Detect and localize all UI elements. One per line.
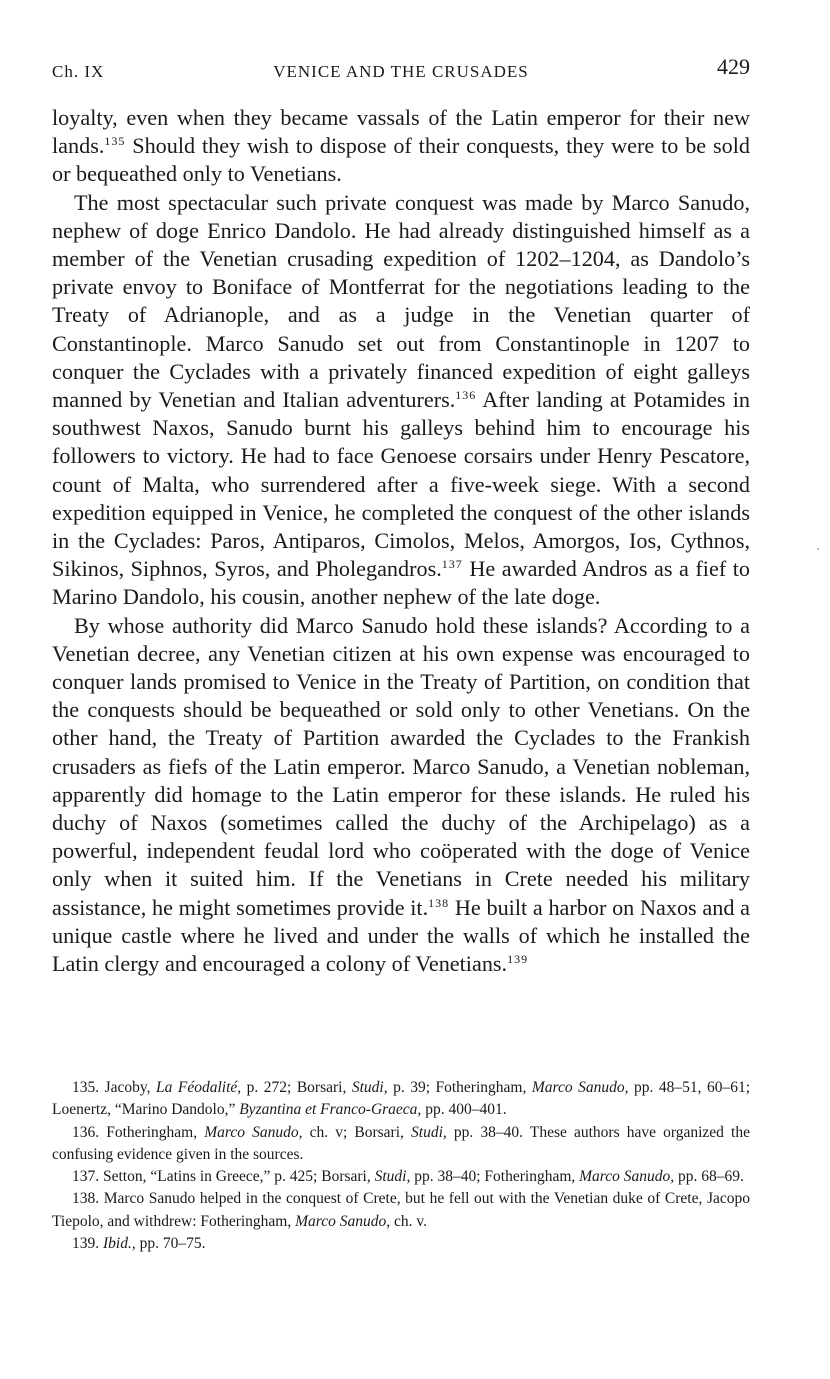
footnote-ref: 136	[455, 388, 477, 403]
footnote: 137. Setton, “Latins in Greece,” p. 425; Borsari, Studi, pp. 38–40; Fotheringham, Marco Sanudo, pp. 68–69.	[72, 1168, 744, 1186]
chapter-label: Ch. IX	[52, 62, 105, 81]
main-text	[52, 104, 750, 978]
paragraph: By whose authority did Marco Sanudo hold these islands? According to a Venetian decree, any Venetian citizen at his own expense was encouraged to conquer lands promised to Venice in the Treaty of Partition, on condition that the conquests should be bequeathed or sold only to other Venetians. On the other hand, the Treaty of Partition awarded the Cyclades to the Frankish crusaders as fiefs of the Latin emperor. Marco Sanudo, a Venetian nobleman, apparently did homage to the Latin emperor for these islands. He ruled his duchy of Naxos (sometimes called the duchy of the Archipelago) as a powerful, independent feudal lord who coöperated with the doge of Venice only when it suited him. If the Venetians in Crete needed his military assistance, he might sometimes provide it.$^{138}$ He built a harbor on Naxos and a unique castle where he lived and under the walls of which he installed the Latin clergy and encouraged a colony of Venetians.$^{139}$	[52, 612, 750, 977]
running-header	[52, 54, 750, 88]
footnote: 136. Fotheringham, Marco Sanudo, ch. v; Borsari, Studi, pp. 38–40. These authors have organized the confusing evidence given in the sources.	[52, 1123, 750, 1163]
footnote-ref: 135	[104, 134, 126, 149]
paragraph: The most spectacular such private conquest was made by Marco Sanudo, nephew of doge Enrico Dandolo. He had already distinguished himself as a member of the Venetian crusading expedition of 1202–1204, as Dandolo’s private envoy to Boniface of Montferrat for the negotiations leading to the Treaty of Adrianople, and as a judge in the Venetian quarter of Constantinople. Marco Sanudo set out from Constantinople in 1207 to conquer the Cyclades with a privately financed expedition of eight galleys manned by Venetian and Italian adventurers.$^{136}$ After landing at Potamides in southwest Naxos, Sanudo burnt his galleys behind him to encourage his followers to victory. He had to face Genoese corsairs under Henry Pescatore, count of Malta, who surrendered after a five-week siege. With a second expedition equipped in Venice, he completed the conquest of the other islands in the Cyclades: Paros, Antiparos, Cimolos, Melos, Amorgos, Ios, Cythnos, Sikinos, Siphnos, Syros, and Pholegandros.$^{137}$ He awarded Andros as a fief to Marino Dandolo, his cousin, another nephew of the late doge.	[52, 189, 750, 610]
scan-speck	[817, 548, 819, 550]
footnote: 139. Ibid., pp. 70–75.	[72, 1235, 206, 1253]
running-title: VENICE AND THE CRUSADES	[273, 62, 529, 81]
footnote: 135. Jacoby, La Féodalité, p. 272; Borsari, Studi, p. 39; Fotheringham, Marco Sanudo, pp. 48–51, 60–61; Loenertz, “Marino Dandolo,” Byzantina et Franco-Graeca, pp. 400–401.	[52, 1079, 751, 1119]
footnote: 138. Marco Sanudo helped in the conquest of Crete, but he fell out with the Venetian duke of Crete, Jacopo Tiepolo, and withdrew: Fotheringham, Marco Sanudo, ch. v.	[52, 1190, 750, 1230]
footnotes	[52, 1077, 750, 1255]
page-number: 429	[717, 54, 750, 79]
footnote-ref: 138	[428, 895, 450, 910]
paragraph: loyalty, even when they became vassals of the Latin emperor for their new lands.$^{135}$ Should they wish to dispose of their conquests, they were to be sold or bequeathed only to Venetians.	[52, 105, 750, 187]
footnote-ref: 139	[507, 952, 529, 967]
footnote-ref: 137	[441, 557, 463, 572]
